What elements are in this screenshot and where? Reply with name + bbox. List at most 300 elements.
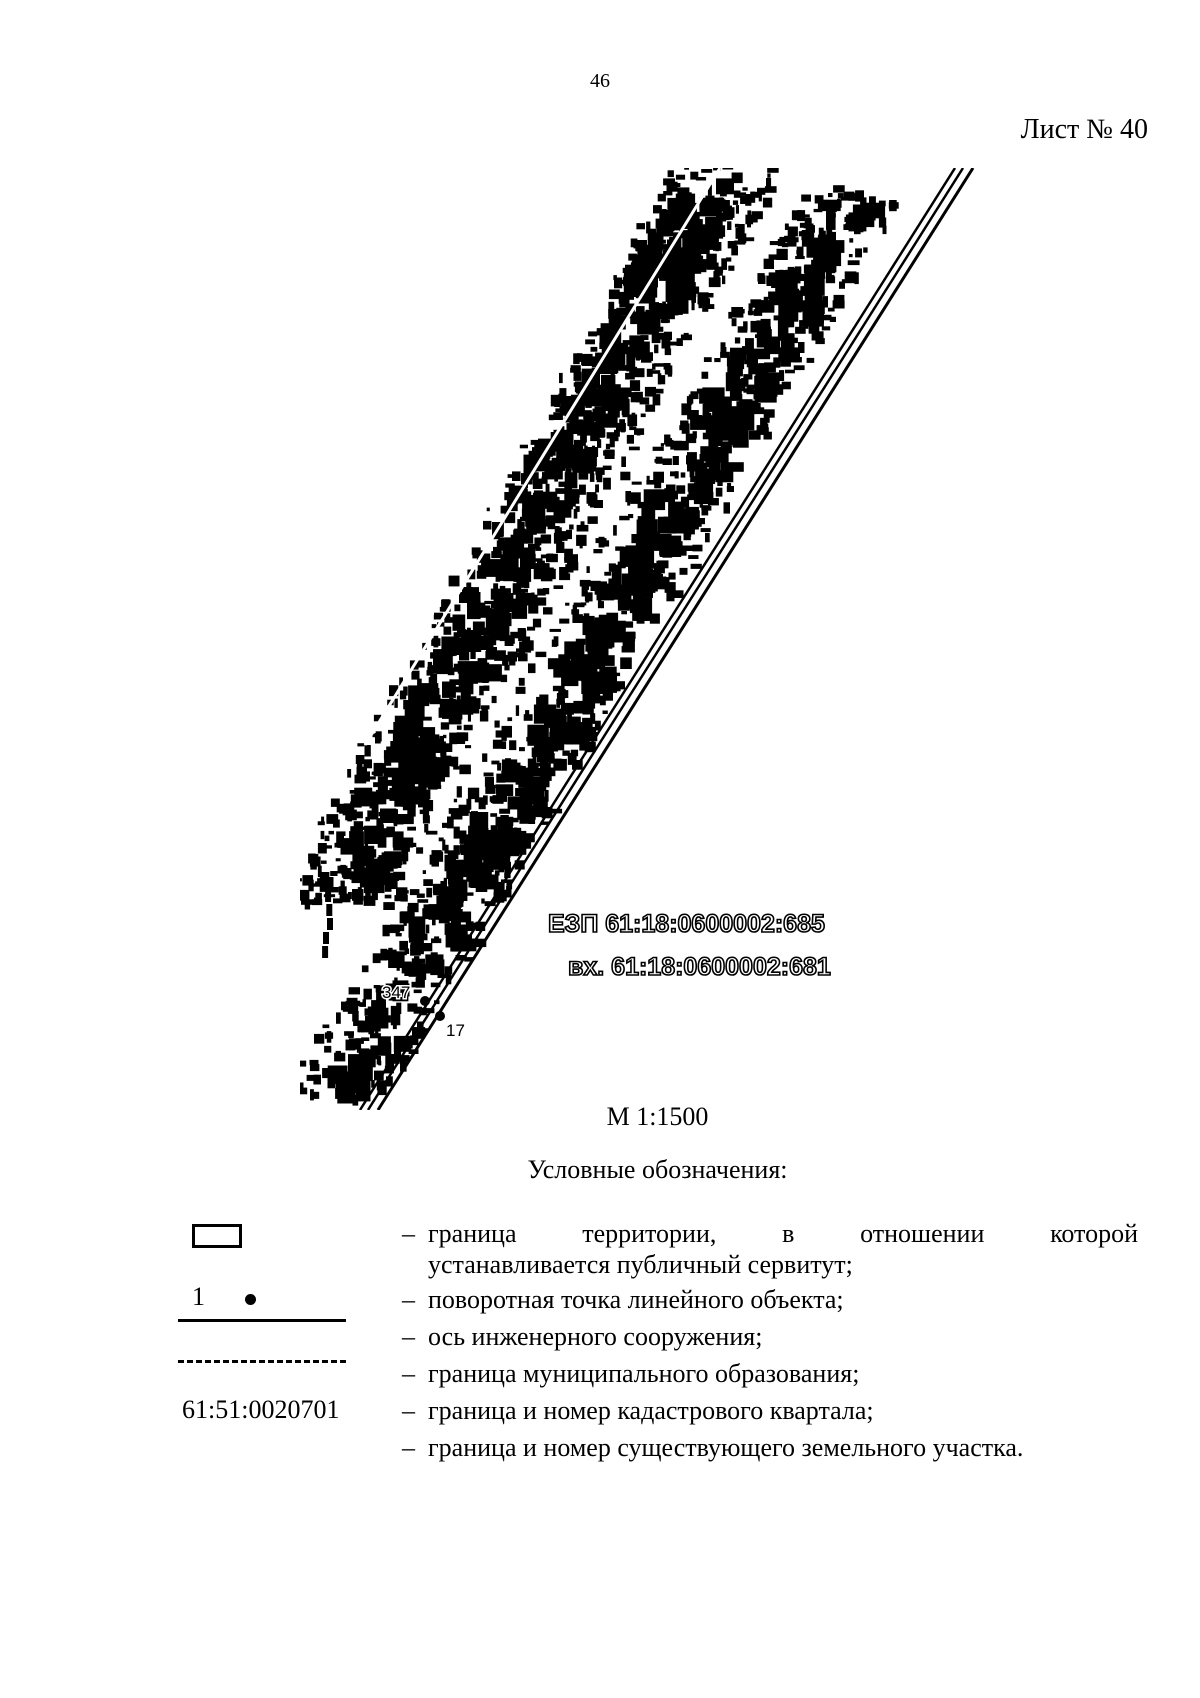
building-block [416,847,423,853]
building-block [336,831,345,836]
building-block [618,602,630,611]
building-block [658,560,669,568]
building-block [464,732,468,741]
building-block [552,640,557,647]
building-block [520,548,535,570]
building-block [393,831,403,850]
building-block [402,734,419,751]
building-block [513,766,522,777]
building-block [680,568,688,575]
building-block [458,661,479,674]
building-block [331,799,340,807]
building-block [496,784,513,796]
building-block [720,462,744,472]
building-block [416,964,426,980]
building-block [632,482,642,485]
building-block [497,763,501,771]
building-block [312,1092,319,1099]
building-block [536,697,545,709]
building-block [336,858,341,861]
building-block [605,450,615,460]
building-block [710,447,726,463]
building-block [444,627,452,635]
building-block [453,766,459,770]
building-block [487,508,490,512]
building-block [479,686,484,696]
building-block [759,194,762,201]
building-block [591,347,598,352]
building-block [399,941,408,951]
building-block [716,178,734,194]
building-block [627,435,634,444]
building-block [574,509,578,519]
building-block [883,226,887,234]
building-block [559,373,563,383]
building-block [702,205,718,214]
building-block [347,813,352,822]
building-block [491,797,498,803]
building-block [619,419,625,429]
building-block [321,861,327,864]
building-block [735,224,739,228]
building-block [551,395,560,407]
building-block [777,249,788,260]
building-block [619,295,628,307]
building-block [702,300,708,312]
building-block [354,821,363,831]
building-block [394,699,397,708]
building-block [716,488,723,497]
building-block [327,1031,332,1043]
building-block [449,576,460,587]
building-block [653,447,664,451]
building-block [629,426,636,430]
building-block [400,890,409,893]
building-block [722,276,725,285]
building-block [479,799,486,810]
building-block [325,836,330,842]
building-block [516,687,526,694]
building-block [600,696,606,706]
building-block [755,382,777,402]
legend-text: граница и номер кадастрового квартала; [428,1396,874,1425]
building-block [846,215,857,226]
building-block [770,241,778,245]
building-block [767,173,770,177]
building-block [585,388,605,406]
building-block [490,813,497,817]
building-block [663,178,675,185]
building-block [818,236,827,252]
building-block [507,717,512,721]
building-block [423,815,430,823]
building-block [723,164,734,169]
building-block [653,472,664,483]
building-block [333,820,340,828]
building-block [289,1089,299,1098]
building-block [669,523,687,533]
building-block [566,554,570,558]
building-block [666,342,677,346]
building-block [641,414,646,418]
building-block [659,375,666,384]
legend-dash: – [402,1433,415,1462]
building-block [628,254,637,261]
building-block [730,348,744,370]
building-block [512,600,527,619]
building-block [493,834,510,857]
building-block [728,241,737,248]
building-block [396,933,402,936]
building-block [496,774,505,783]
building-block [769,254,778,259]
building-block [289,869,297,878]
building-block [593,549,602,553]
building-block [654,345,658,354]
building-block [744,360,748,365]
building-block [652,334,661,343]
building-block [523,777,544,800]
building-block [439,886,451,902]
building-block [440,736,445,742]
building-block [444,845,448,854]
building-block [665,494,675,502]
building-block [619,516,629,521]
building-block [664,332,672,340]
building-block [661,443,664,446]
building-block [464,725,473,731]
building-block [459,671,473,693]
building-block [341,838,354,855]
building-block [350,871,367,879]
building-block [625,491,631,502]
building-block [449,733,457,745]
building-block [373,734,380,738]
building-block [354,788,372,807]
building-block [606,444,610,449]
building-block [609,290,620,300]
building-block [544,460,563,479]
building-block [337,1083,355,1104]
building-block [322,946,328,958]
building-block [785,370,795,374]
legend-text: граница и номер существующего земельного участка. [428,1433,1024,1462]
building-block [608,391,617,406]
building-block [701,528,711,532]
building-block [580,580,591,587]
building-block [802,230,814,247]
building-block [394,895,401,901]
building-block [320,872,330,892]
building-block [511,535,521,545]
building-block [348,1002,358,1012]
building-block [441,722,449,729]
building-block [655,459,667,463]
building-block [559,573,570,580]
building-block [673,456,679,465]
building-block [512,471,521,481]
building-block [310,1064,320,1071]
building-block [330,871,337,876]
building-block [632,413,636,416]
building-block [608,302,614,313]
building-block [482,664,502,681]
building-block [566,530,572,539]
building-block [778,320,789,341]
building-block [541,535,551,544]
building-block [751,321,770,333]
building-block [442,682,456,698]
building-block [621,457,626,468]
building-block [491,825,498,831]
building-block [688,483,704,491]
building-block [358,887,362,893]
building-block [574,372,582,381]
legend-title: Условные обозначения: [527,1155,788,1184]
building-block [778,347,798,361]
building-block [564,490,573,510]
building-block [403,858,407,864]
building-block [509,740,516,750]
building-block [833,300,845,308]
building-block [622,574,642,596]
building-block [441,637,455,657]
building-block [403,687,408,696]
building-block [848,260,860,265]
building-block [626,353,635,372]
building-block [661,319,670,323]
building-block [481,705,490,709]
building-block [676,485,685,494]
building-block [668,368,672,376]
building-block [534,600,537,611]
building-block [364,989,372,1000]
building-block [735,337,740,343]
building-block [466,583,471,590]
building-block [364,896,376,906]
building-block [700,504,703,508]
building-block [849,254,853,257]
building-block [376,790,386,804]
building-block [745,338,754,349]
building-block [297,890,309,901]
building-block [581,521,585,531]
building-block [760,418,767,426]
building-block [637,431,641,436]
building-block [705,533,710,542]
building-block [562,751,569,756]
building-block [454,799,457,803]
building-block [451,810,463,820]
building-block [676,175,685,180]
legend-text: граница территории, в отношении которой [428,1219,1138,1248]
building-block [492,696,497,703]
building-block [755,300,775,313]
building-block [721,342,726,352]
building-block [504,665,509,670]
building-block [779,370,784,381]
building-block [740,196,746,204]
building-block [323,1025,330,1029]
building-block [646,577,669,589]
building-block [326,904,332,916]
building-block [764,432,772,440]
building-block [631,270,650,281]
building-block [565,603,569,606]
building-block [410,943,432,951]
building-block [348,1035,354,1038]
building-block [595,484,599,492]
building-block [380,809,396,824]
building-block [638,569,653,577]
building-block [757,188,765,195]
building-block [519,678,525,686]
building-block [839,282,845,289]
building-block [681,472,686,477]
legend-text: ось инженерного сооружения; [428,1322,763,1351]
legend-symbol-quarter-number: 61:51:0020701 [182,1395,340,1424]
building-block [795,256,805,259]
building-block [452,931,460,952]
building-block [701,169,712,173]
building-block [454,605,460,612]
building-block [513,567,531,582]
building-block [310,854,318,861]
building-block [423,879,433,886]
building-block [495,721,500,728]
building-block [613,275,617,280]
building-block [704,357,712,362]
building-block [559,619,569,624]
building-block [579,485,586,495]
building-block [417,688,439,703]
building-block [357,743,364,746]
building-block [533,479,543,489]
building-block [388,951,405,968]
building-block [590,713,595,724]
building-block [706,254,717,263]
building-block [569,525,574,530]
building-block [583,410,592,432]
building-block [736,228,743,239]
building-block [654,482,661,488]
legend-symbol-rectangle [170,1222,360,1254]
building-block [555,527,562,534]
building-block [657,224,674,236]
building-block [481,899,484,904]
building-block [400,911,409,917]
building-block [339,807,343,813]
building-block [352,846,374,867]
building-block [423,757,442,775]
building-block [863,247,867,252]
building-block [472,547,481,555]
building-block [629,447,640,451]
building-block [485,785,495,794]
building-block [457,726,462,730]
building-block [565,472,578,488]
building-block [565,703,574,715]
building-block [484,773,494,777]
building-block [357,767,368,777]
building-block [347,769,351,778]
building-block [407,827,416,831]
building-block [833,185,845,192]
building-block [328,1066,348,1085]
legend-symbol-text [170,1395,360,1427]
building-block [436,663,449,674]
building-block [691,564,702,569]
building-block [414,990,422,994]
building-block [707,293,713,298]
building-block [590,473,595,482]
building-block [566,722,589,744]
building-block [630,492,641,504]
building-block [573,701,591,714]
building-block [602,655,615,666]
building-block [620,472,630,481]
building-block [683,253,700,270]
building-block [664,440,673,444]
building-block [621,611,627,614]
legend-symbol-point [170,1284,360,1316]
building-block [811,272,824,296]
building-block [411,671,419,680]
building-block [468,826,480,848]
building-block [571,609,579,614]
building-block [727,221,731,230]
building-block [682,207,694,226]
building-block [448,700,468,715]
easement-label: ЕЗП 61:18:0600002:685 [548,910,825,938]
building-block [423,870,426,874]
building-block [383,1043,392,1056]
building-block [493,740,503,749]
building-block [597,474,603,482]
building-block [291,878,302,881]
building-block [734,191,741,198]
building-block [692,545,702,552]
building-block [522,495,539,515]
building-block [585,339,595,344]
building-block [654,363,666,367]
building-block [749,430,761,439]
building-block [637,520,647,540]
building-block [656,389,664,394]
building-block [383,902,395,910]
building-block [386,747,397,763]
building-block [889,200,897,211]
building-block [536,652,547,657]
building-block [855,190,864,201]
building-block [796,300,814,311]
building-block [733,428,749,448]
building-block [346,1040,354,1050]
building-block [621,428,625,432]
building-block [732,318,737,326]
building-block [384,851,402,868]
building-block [341,881,345,887]
legend-dash: – [402,1359,415,1388]
building-block [449,713,462,725]
building-block [572,461,581,473]
building-block [668,170,674,177]
legend-dash: – [402,1396,415,1425]
turn-point-347 [420,996,430,1006]
building-block [747,216,758,222]
building-block [282,901,292,905]
building-block [467,852,481,871]
